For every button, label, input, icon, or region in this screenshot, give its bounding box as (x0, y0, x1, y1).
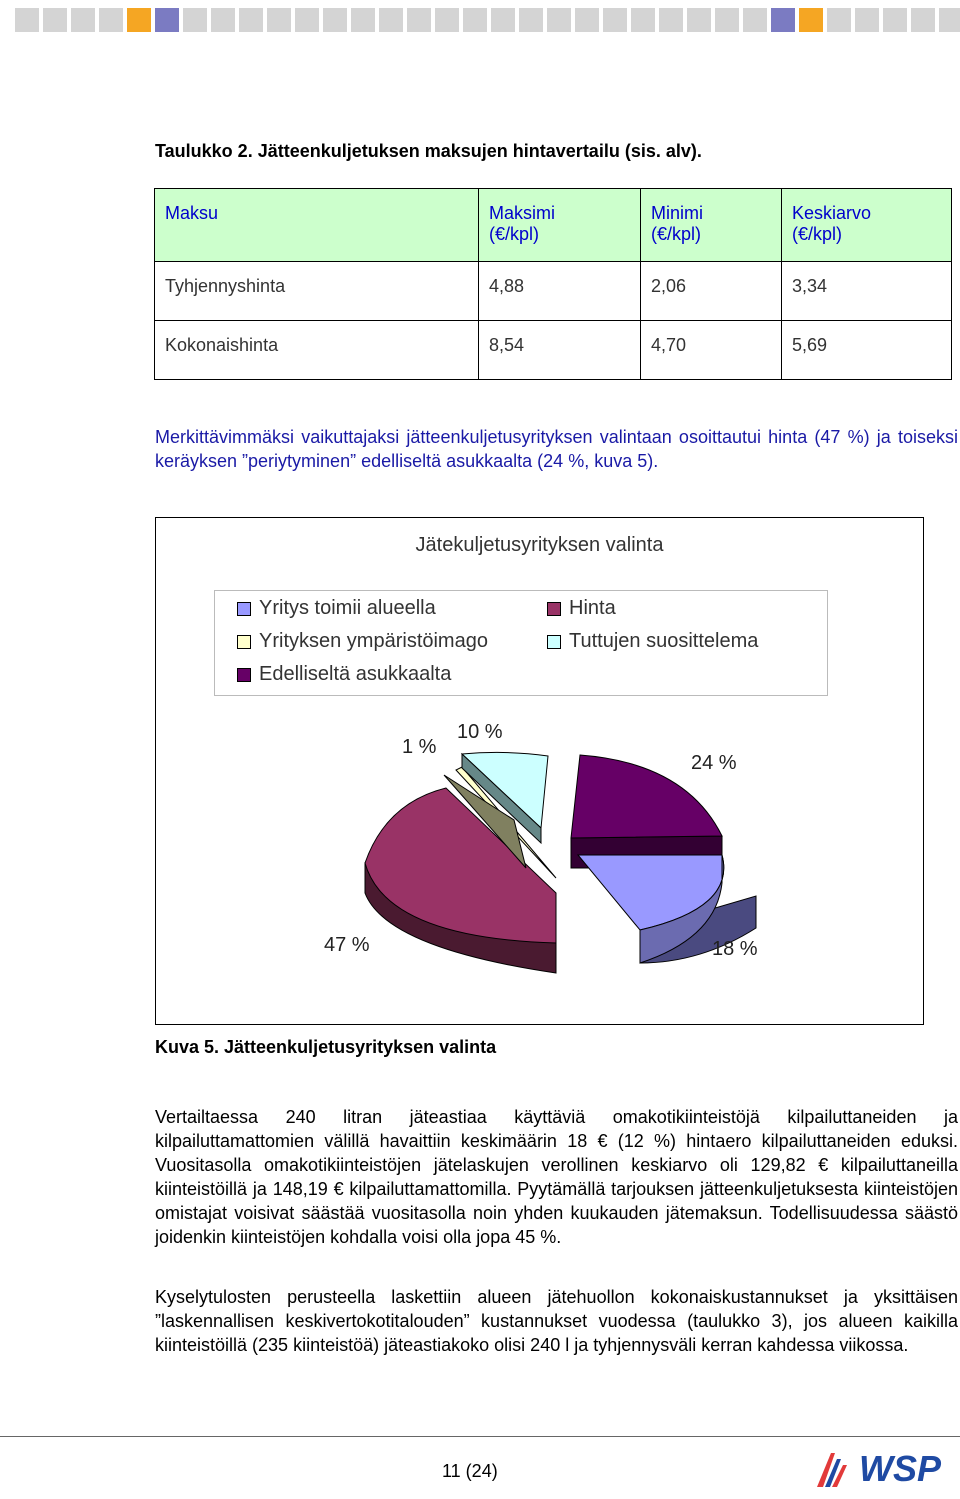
cell: Kokonaishinta (155, 321, 479, 380)
header-square (15, 8, 39, 32)
legend-item: Tuttujen suosittelema (547, 630, 758, 653)
wsp-logo-icon (815, 1449, 855, 1489)
header-square (155, 8, 179, 32)
chart-title: Jätekuljetusyrityksen valinta (415, 534, 664, 556)
header-square (547, 8, 571, 32)
cell: 4,88 (479, 262, 641, 321)
company-logo: WSP (815, 1448, 941, 1490)
table-row (155, 262, 952, 321)
legend-item: Hinta (547, 597, 616, 620)
header-square (799, 8, 823, 32)
pie-label: 1 % (402, 736, 437, 758)
legend-item: Edelliseltä asukkaalta (237, 663, 451, 686)
figure-caption: Kuva 5. Jätteenkuljetusyrityksen valinta (155, 1037, 497, 1057)
header-square (407, 8, 431, 32)
paragraph-2: Vertailtaessa 240 litran jäteastiaa käyttäviä omakotikiinteistöjä kilpailuttaneiden ja kilpailuttamattomien välillä havaittiin keskimäärin 18 € (12 %) hintaero kilpailuttaneiden eduksi. Vuositasolla omakotikiinteistöjen jätelaskujen verollinen keskiarvo oli 129,82 € kilpailuttaneilla kiinteistöillä ja 148,19 € kilpailuttamattomilla. Pyytämällä tarjouksen jätteenkuljetuksesta kiinteistöjen omistajat voisivat säästää vuositasolla noin yhden kuukauden jätemaksun. Todellisuudessa säästö joidenkin kiinteistöjen kohdalla voisi olla jopa 45 %. (155, 1107, 958, 1247)
header-square (379, 8, 403, 32)
paragraph-1: Merkittävimmäksi vaikuttajaksi jätteenkuljetusyrityksen valintaan osoittautui hinta (47 %) ja toiseksi keräyksen ”periytyminen” edelliseltä asukkaalta (24 %, kuva 5). (155, 427, 958, 471)
table-row (155, 321, 952, 380)
header-square (743, 8, 767, 32)
header-square (603, 8, 627, 32)
header-square (267, 8, 291, 32)
pie-label: 18 % (712, 938, 758, 960)
header-square (911, 8, 935, 32)
header-square (351, 8, 375, 32)
header-square (519, 8, 543, 32)
header-keskiarvo: Keskiarvo (€/kpl) (782, 189, 952, 262)
page-number: 11 (24) (442, 1461, 498, 1481)
price-table (154, 188, 952, 380)
header-square (687, 8, 711, 32)
header-square (659, 8, 683, 32)
header-square (575, 8, 599, 32)
header-square (239, 8, 263, 32)
cell: 3,34 (782, 262, 952, 321)
pie-label: 47 % (324, 934, 370, 956)
header-maksu: Maksu (155, 189, 479, 262)
pie-graphic (156, 518, 923, 1024)
header-square (855, 8, 879, 32)
header-square (295, 8, 319, 32)
header-square (463, 8, 487, 32)
legend-item: Yritys toimii alueella (237, 597, 436, 620)
header-square (99, 8, 123, 32)
pie-chart (155, 517, 924, 1025)
table-header-row (155, 189, 952, 262)
header-maksimi: Maksimi (€/kpl) (479, 189, 641, 262)
cell: 4,70 (641, 321, 782, 380)
header-color-bar (15, 8, 960, 32)
cell: 2,06 (641, 262, 782, 321)
header-square (631, 8, 655, 32)
footer-divider (0, 1436, 960, 1437)
pie-label: 24 % (691, 752, 737, 774)
paragraph-3: Kyselytulosten perusteella laskettiin alueen jätehuollon kokonaiskustannukset ja yksittäisen ”laskennallisen keskivertokotitalouden” kustannukset vuodessa (taulukko 3), jos alueen kaikilla kiinteistöillä (235 kiinteistöä) jäteastiakoko olisi 240 l ja tyhjennysväli kerran kahdessa viikossa. (155, 1287, 958, 1355)
header-square (323, 8, 347, 32)
header-square (491, 8, 515, 32)
pie-label: 10 % (457, 721, 503, 743)
header-square (43, 8, 67, 32)
header-square (183, 8, 207, 32)
header-square (435, 8, 459, 32)
header-square (211, 8, 235, 32)
header-square (771, 8, 795, 32)
header-minimi: Minimi (€/kpl) (641, 189, 782, 262)
header-square (883, 8, 907, 32)
header-square (827, 8, 851, 32)
header-square (127, 8, 151, 32)
table-caption: Taulukko 2. Jätteenkuljetuksen maksujen hintavertailu (sis. alv). (155, 141, 702, 161)
header-square (939, 8, 960, 32)
cell: Tyhjennyshinta (155, 262, 479, 321)
header-square (715, 8, 739, 32)
header-square (71, 8, 95, 32)
legend-item: Yrityksen ympäristöimago (237, 630, 488, 653)
cell: 5,69 (782, 321, 952, 380)
cell: 8,54 (479, 321, 641, 380)
